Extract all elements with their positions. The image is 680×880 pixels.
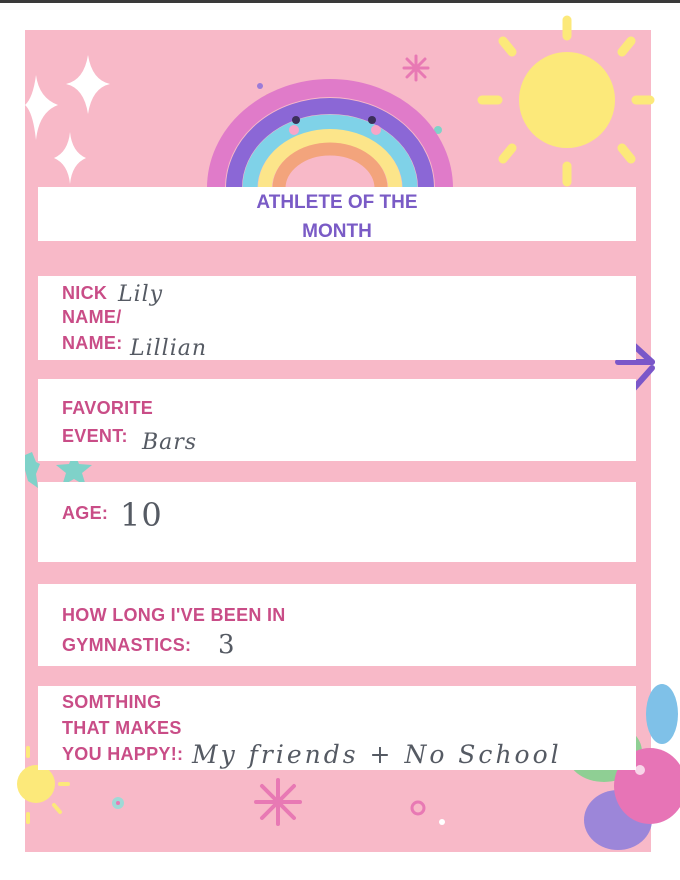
- field-label: GYMNASTICS:: [62, 635, 192, 655]
- star-burst-icon: [256, 780, 300, 824]
- title-line: ATHLETE OF THE: [256, 192, 418, 213]
- field-label: EVENT:: [62, 426, 128, 446]
- flower-icon: [112, 797, 124, 809]
- field-label: AGE:: [62, 503, 109, 523]
- page-title: [38, 188, 636, 246]
- handwritten-years: 3: [218, 630, 236, 660]
- dot-icon: [257, 83, 263, 89]
- field-label: NAME:: [62, 333, 123, 353]
- field-label: YOU HAPPY!:: [62, 744, 184, 764]
- handwritten-name: Lillian: [130, 336, 208, 361]
- sparkle-icon: [25, 55, 110, 184]
- field-label: THAT MAKES: [62, 718, 182, 738]
- ring-icon: [412, 802, 424, 814]
- field-label: SOMTHING: [62, 692, 162, 712]
- title-line: MONTH: [302, 221, 372, 242]
- field-label: HOW LONG I'VE BEEN IN: [62, 605, 286, 625]
- field-label: NAME/: [62, 307, 122, 327]
- handwritten-happy: My friends + No School: [192, 740, 562, 769]
- dot-icon: [439, 819, 445, 825]
- field-label: NICK: [62, 283, 108, 303]
- rainbow-icon: [216, 88, 444, 188]
- handwritten-age: 10: [120, 496, 163, 534]
- sun-icon: [482, 20, 650, 182]
- star-burst-icon: [404, 56, 428, 80]
- field-label: FAVORITE: [62, 398, 154, 418]
- handwritten-event: Bars: [142, 430, 198, 455]
- handwritten-nickname: Lily: [118, 282, 164, 307]
